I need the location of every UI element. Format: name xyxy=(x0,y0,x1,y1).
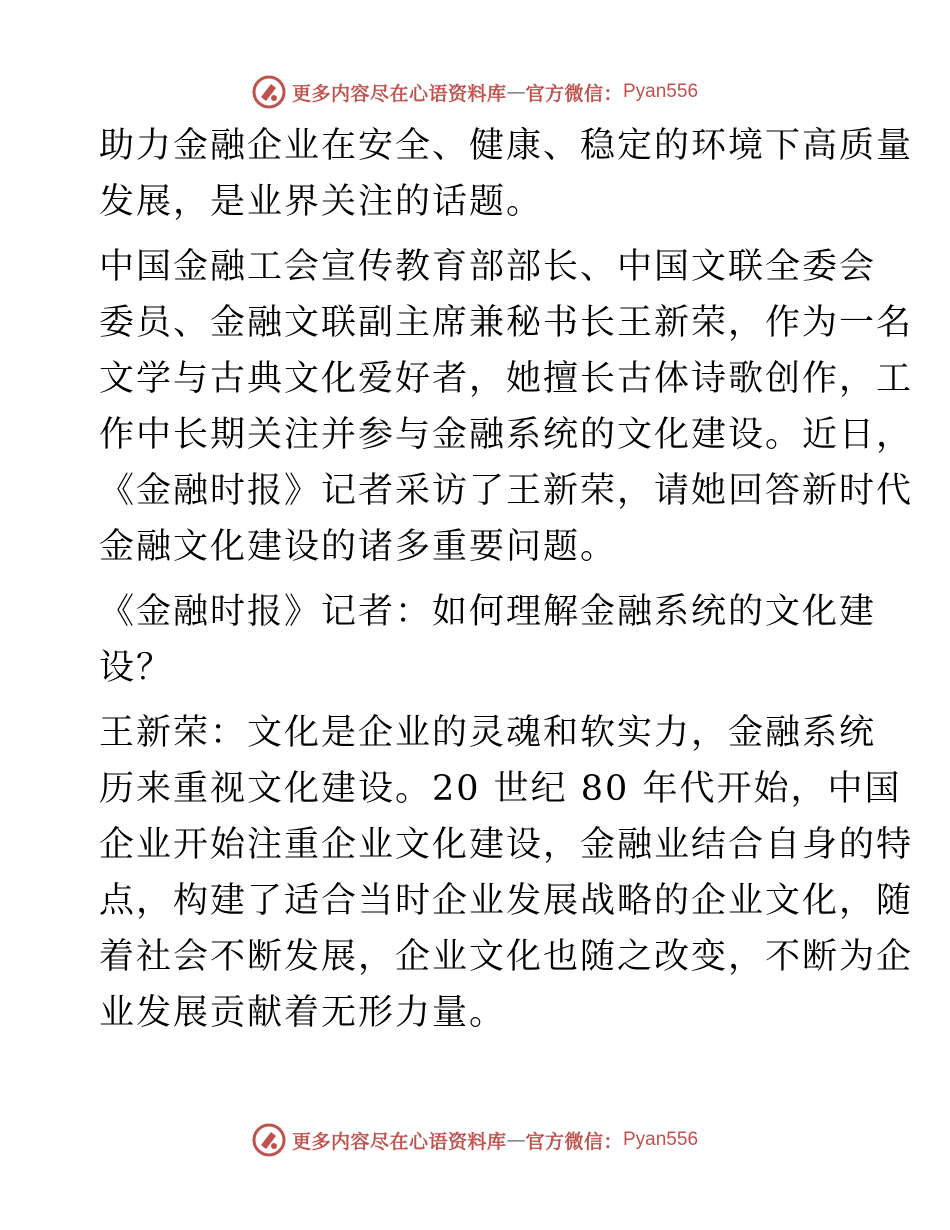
text-line: 业发展贡献着无形力量。 xyxy=(99,993,507,1033)
text-line: 委员、金融文联副主席兼秘书长王新荣，作为一名 xyxy=(99,303,914,343)
text-line: 王新荣：文化是企业的灵魂和软实力，金融系统 xyxy=(99,713,877,753)
watermark-handle: Pyan556 xyxy=(623,81,699,102)
watermark-official: 官方微信： xyxy=(525,82,623,105)
watermark-text: 更多内容尽在心语资料库 xyxy=(291,1130,507,1153)
watermark-text: 更多内容尽在心语资料库 xyxy=(291,82,507,105)
watermark-separator: — xyxy=(506,1129,526,1151)
text-line: 《金融时报》记者采访了王新荣，请她回答新时代 xyxy=(99,471,914,511)
text-line: 设？ xyxy=(99,648,174,688)
seal-logo-icon xyxy=(252,1123,286,1157)
text-line: 作中长期关注并参与金融系统的文化建设。近日， xyxy=(99,415,914,455)
footer-watermark xyxy=(0,1120,950,1160)
watermark-separator: — xyxy=(506,81,526,103)
article-body xyxy=(99,118,914,1041)
paragraph xyxy=(99,705,914,1041)
text-line: 发展，是业界关注的话题。 xyxy=(99,182,544,222)
text-line: 助力金融企业在安全、健康、稳定的环境下高质量 xyxy=(99,126,914,166)
text-line: 金融文化建设的诸多重要问题。 xyxy=(99,527,618,567)
text-line: 《金融时报》记者：如何理解金融系统的文化建 xyxy=(99,592,877,632)
watermark-official: 官方微信： xyxy=(525,1130,623,1153)
seal-logo-icon xyxy=(252,75,286,109)
header-watermark xyxy=(0,72,950,112)
text-line: 着社会不断发展，企业文化也随之改变，不断为企 xyxy=(99,937,914,977)
text-line: 文学与古典文化爱好者，她擅长古体诗歌创作，工 xyxy=(99,359,914,399)
text-line: 企业开始注重企业文化建设，金融业结合自身的特 xyxy=(99,825,914,865)
text-line: 点，构建了适合当时企业发展战略的企业文化，随 xyxy=(99,881,914,921)
watermark-handle: Pyan556 xyxy=(623,1129,699,1150)
paragraph xyxy=(99,118,914,230)
text-line: 历来重视文化建设。20 世纪 80 年代开始，中国 xyxy=(99,769,902,809)
paragraph xyxy=(99,584,877,696)
paragraph xyxy=(99,239,914,575)
text-line: 中国金融工会宣传教育部部长、中国文联全委会 xyxy=(99,247,877,287)
